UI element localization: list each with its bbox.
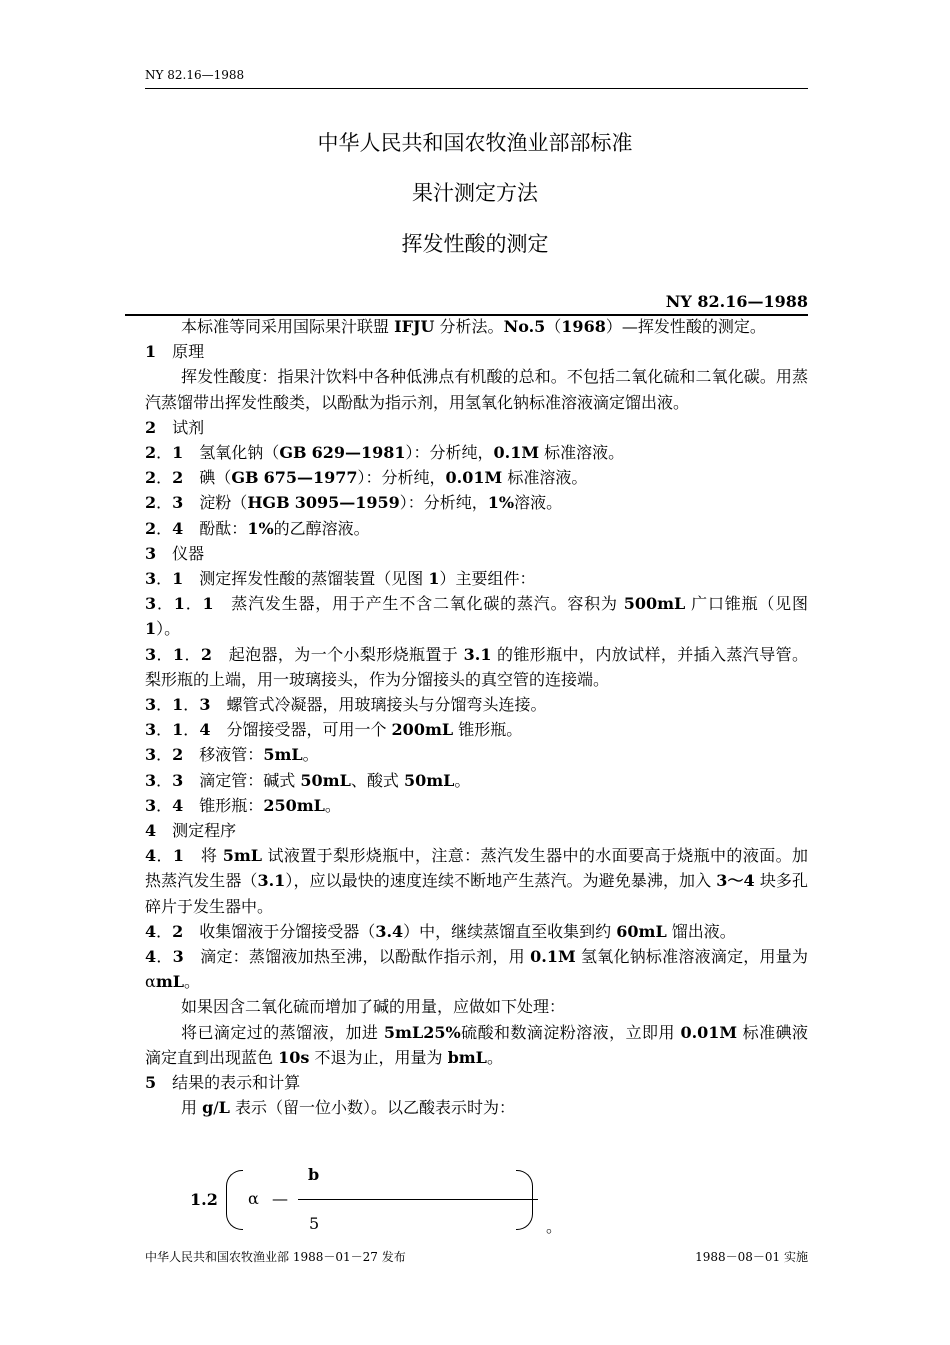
title-method: 果汁测定方法 <box>412 181 538 205</box>
clause-3-1-4: 3．1．4 分馏接受器，可用一个 200mL 锥形瓶。 <box>145 720 523 740</box>
section-3-heading: 3 仪器 <box>145 543 205 563</box>
result-formula <box>190 1162 590 1240</box>
section-5-text: 用 g/L 表示（留一位小数）。以乙酸表示时为： <box>181 1098 516 1118</box>
so2-procedure: 将已滴定过的蒸馏液，加进 5mL25%硫酸和数滴淀粉溶液，立即用 0.01M 标准碘液滴定直到出现蓝色 10s 不退为止，用量为 bmL。 <box>145 1022 809 1067</box>
section-2-heading: 2 试剂 <box>145 417 205 437</box>
clause-3-2: 3．2 移液管：5mL。 <box>145 745 319 765</box>
clause-2-4: 2．4 酚酞：1%的乙醇溶液。 <box>145 518 370 538</box>
section-4-heading: 4 测定程序 <box>145 821 237 841</box>
formula-end-mark: 。 <box>546 1217 563 1236</box>
formula-minus: — <box>272 1189 288 1208</box>
footer-effective: 1988－08－01 实施 <box>695 1250 808 1264</box>
clause-4-1: 4．1 将 5mL 试液置于梨形烧瓶中，注意：蒸汽发生器中的水面要高于烧瓶中的液面。加热蒸汽发生器（3.1），应以最快的速度连续不断地产生蒸汽。为避免暴沸，加入 3～4 块多孔碎片于发生器中。 <box>145 846 808 916</box>
document-body <box>145 314 808 1121</box>
clause-3-1-1: 3．1．1 蒸汽发生器，用于产生不含二氧化碳的蒸汽。容积为 500mL 广口锥瓶（见图 1）。 <box>145 594 808 639</box>
clause-3-3: 3．3 滴定管：碱式 50mL、酸式 50mL。 <box>145 770 471 790</box>
formula-numerator: b <box>308 1165 320 1184</box>
formula-coefficient: 1.2 <box>190 1190 218 1209</box>
clause-3-1: 3．1 测定挥发性酸的蒸馏装置（见图 1）主要组件： <box>145 569 536 589</box>
so2-note: 如果因含二氧化硫而增加了碱的用量，应做如下处理： <box>181 997 566 1017</box>
formula-denominator: 5 <box>309 1214 320 1233</box>
section-1-heading: 1 原理 <box>145 342 205 362</box>
section-5-heading: 5 结果的表示和计算 <box>145 1073 301 1093</box>
formula-alpha: α <box>248 1189 259 1208</box>
clause-3-1-2: 3．1．2 起泡器，为一个小梨形烧瓶置于 3.1 的锥形瓶中，内放试样，并插入蒸汽导管。梨形瓶的上端，用一玻璃接头，作为分馏接头的真空管的连接端。 <box>145 644 808 689</box>
title-ministry: 中华人民共和国农牧渔业部部标准 <box>317 131 633 155</box>
clause-3-4: 3．4 锥形瓶：250mL。 <box>145 795 341 815</box>
header-rule <box>145 88 808 89</box>
formula-fraction-bar <box>298 1199 538 1200</box>
footer-issued: 中华人民共和国农牧渔业部 1988－01－27 发布 <box>145 1250 406 1264</box>
intro-paragraph: 本标准等同采用国际果汁联盟 IFJU 分析法。No.5（1968）—挥发性酸的测定。 <box>181 317 766 336</box>
standard-number: NY 82.16—1988 <box>665 292 808 311</box>
clause-2-3: 2．3 淀粉（HGB 3095—1959）：分析纯，1%溶液。 <box>145 493 563 513</box>
formula-right-paren <box>516 1170 533 1230</box>
header-code: NY 82.16—1988 <box>145 68 245 82</box>
clause-3-1-3: 3．1．3 螺管式冷凝器，用玻璃接头与分馏弯头连接。 <box>145 695 547 715</box>
formula-left-paren <box>226 1170 243 1230</box>
clause-4-2: 4．2 收集馏液于分馏接受器（3.4）中，继续蒸馏直至收集到约 60mL 馏出液。 <box>145 921 736 941</box>
clause-2-2: 2．2 碘（GB 675—1977）：分析纯，0.01M 标准溶液。 <box>145 468 588 488</box>
clause-4-3: 4．3 滴定：蒸馏液加热至沸，以酚酞作指示剂，用 0.1M 氢氧化钠标准溶液滴定，用量为αmL。 <box>145 947 808 992</box>
clause-2-1: 2．1 氢氧化钠（GB 629—1981）：分析纯，0.1M 标准溶液。 <box>145 443 625 463</box>
title-subject: 挥发性酸的测定 <box>401 232 549 256</box>
section-1-text: 挥发性酸度：指果汁饮料中各种低沸点有机酸的总和。不包括二氧化硫和二氧化碳。用蒸汽蒸馏带出挥发性酸类，以酚酞为指示剂，用氢氧化钠标准溶液滴定馏出液。 <box>145 367 808 412</box>
